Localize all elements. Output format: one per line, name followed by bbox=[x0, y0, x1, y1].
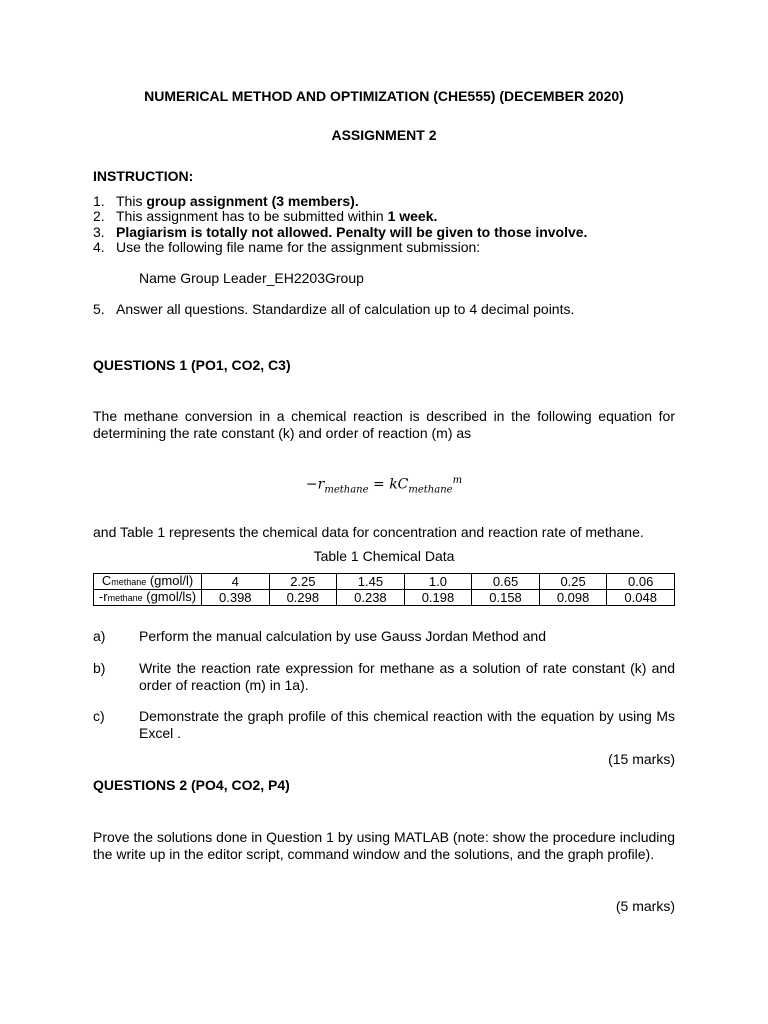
item-text: This assignment has to be submitted within bbox=[116, 208, 388, 224]
question2-marks: (5 marks) bbox=[615, 898, 675, 914]
table-cell: 0.298 bbox=[269, 590, 337, 606]
course-title: NUMERICAL METHOD AND OPTIMIZATION (CHE555) (DECEMBER 2020) bbox=[144, 88, 624, 104]
table-cell: 1.0 bbox=[404, 574, 472, 590]
instruction-heading: INSTRUCTION: bbox=[93, 168, 194, 184]
item-number: 3. bbox=[93, 224, 105, 240]
table-cell: 0.398 bbox=[202, 590, 270, 606]
part-letter: a) bbox=[93, 628, 106, 644]
part-letter: b) bbox=[93, 660, 106, 676]
part-letter: c) bbox=[93, 708, 105, 724]
instruction-item bbox=[93, 301, 693, 318]
table-cell: 0.65 bbox=[472, 574, 540, 590]
question2-text: Prove the solutions done in Question 1 by using MATLAB (note: show the procedure including the write up in the editor script, command window and the solutions, and the graph profile). bbox=[93, 829, 675, 862]
table-intro: and Table 1 represents the chemical data for concentration and reaction rate of methane. bbox=[93, 524, 644, 540]
table-cell: 0.06 bbox=[607, 574, 675, 590]
table-cell: 4 bbox=[202, 574, 270, 590]
rate-equation: $-r_{methane} = kC_{methane}^m$ bbox=[305, 475, 463, 496]
question2-heading: QUESTIONS 2 (PO4, CO2, P4) bbox=[93, 777, 290, 793]
table-cell: 1.45 bbox=[337, 574, 405, 590]
instruction-item bbox=[93, 208, 693, 225]
row-header: Cmethane (gmol/l) bbox=[94, 574, 202, 590]
table-cell: 0.238 bbox=[337, 590, 405, 606]
item-text: This bbox=[116, 193, 147, 209]
table-row bbox=[94, 590, 675, 606]
question1-heading: QUESTIONS 1 (PO1, CO2, C3) bbox=[93, 357, 291, 373]
table-cell: 0.198 bbox=[404, 590, 472, 606]
file-name: Name Group Leader_EH2203Group bbox=[139, 270, 364, 286]
part-text: Write the reaction rate expression for methane as a solution of rate constant (k) and order of reaction (m) in 1a). bbox=[139, 660, 675, 693]
item-emphasis: group assignment (3 members). bbox=[146, 193, 359, 209]
item-number: 5. bbox=[93, 301, 105, 317]
item-text: Answer all questions. Standardize all of calculation up to 4 decimal points. bbox=[116, 301, 575, 317]
table-cell: 0.098 bbox=[539, 590, 607, 606]
table-caption: Table 1 Chemical Data bbox=[313, 548, 455, 564]
table-cell: 0.158 bbox=[472, 590, 540, 606]
question1-marks: (15 marks) bbox=[608, 751, 675, 767]
item-number: 4. bbox=[93, 239, 105, 255]
row-header: -rmethane (gmol/ls) bbox=[94, 590, 202, 606]
part-text: Perform the manual calculation by use Gauss Jordan Method and bbox=[139, 628, 547, 644]
item-emphasis: Plagiarism is totally not allowed. Penalty will be given to those involve. bbox=[116, 224, 588, 240]
item-number: 1. bbox=[93, 193, 105, 209]
chemical-data-table bbox=[93, 573, 675, 606]
table-cell: 0.048 bbox=[607, 590, 675, 606]
instruction-item bbox=[93, 239, 693, 256]
item-number: 2. bbox=[93, 208, 105, 224]
item-text: Use the following file name for the assignment submission: bbox=[116, 239, 481, 255]
table-cell: 0.25 bbox=[539, 574, 607, 590]
part-text: Demonstrate the graph profile of this chemical reaction with the equation by using Ms Excel . bbox=[139, 708, 675, 741]
question1-intro: The methane conversion in a chemical reaction is described in the following equation for determining the rate constant (k) and order of reaction (m) as bbox=[93, 408, 675, 441]
table-row bbox=[94, 574, 675, 590]
item-emphasis: 1 week. bbox=[387, 208, 438, 224]
assignment-title: ASSIGNMENT 2 bbox=[331, 127, 437, 143]
table-cell: 2.25 bbox=[269, 574, 337, 590]
